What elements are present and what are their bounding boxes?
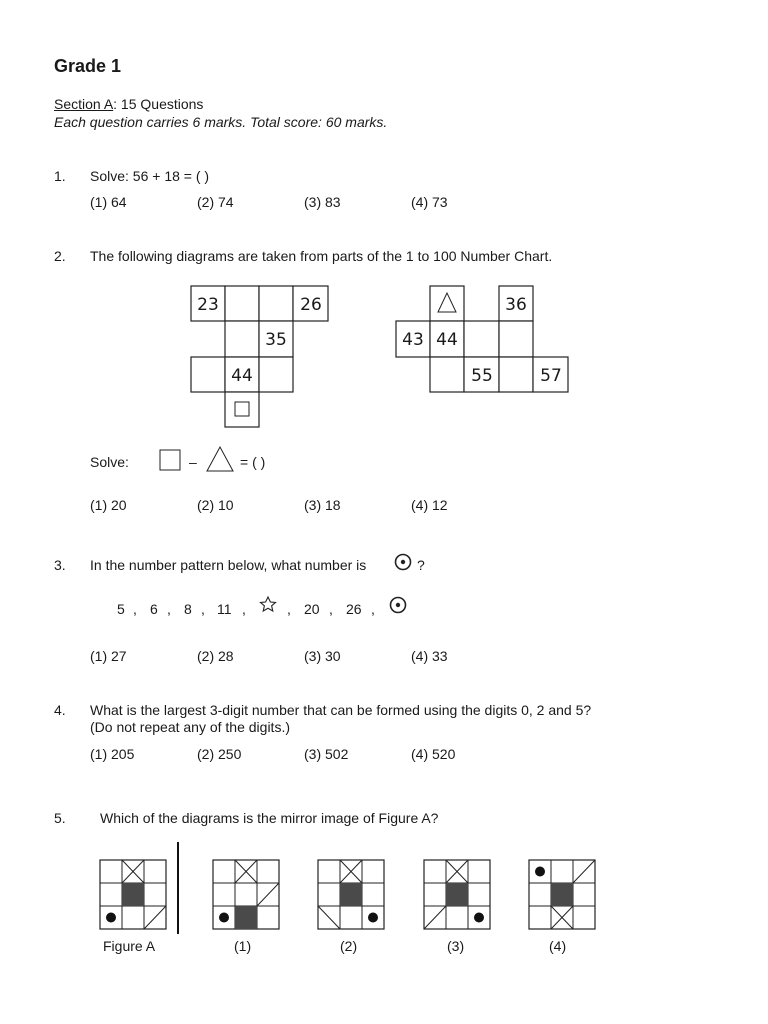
figure-option-2-label[interactable]: (2): [340, 938, 358, 954]
q3-number: 3.: [54, 557, 66, 573]
q1-option-1[interactable]: (1) 64: [90, 194, 127, 210]
q4-text: What is the largest 3-digit number that can be formed using the digits 0, 2 and 5?: [90, 702, 592, 718]
q4-option-4[interactable]: (4) 520: [411, 746, 456, 762]
q3-pattern-item: 20: [304, 601, 320, 617]
figure-option-1-label[interactable]: (1): [234, 938, 252, 954]
q3-pattern-item: 5: [117, 601, 125, 617]
q4-text-note: (Do not repeat any of the digits.): [90, 719, 290, 735]
figure-option-2-grid[interactable]: [318, 860, 384, 929]
chart-left-cell-23: 23: [197, 295, 219, 315]
q1-option-2[interactable]: (2) 74: [197, 194, 234, 210]
q3-option-3[interactable]: (3) 30: [304, 648, 341, 664]
q3-pattern-item: 26: [346, 601, 362, 617]
page-title: Grade 1: [54, 56, 122, 76]
q2-option-1[interactable]: (1) 20: [90, 497, 127, 513]
figure-option-3-grid[interactable]: [424, 860, 490, 929]
section-count: : 15 Questions: [113, 96, 204, 112]
q3-pattern-sep: ,: [329, 601, 333, 617]
q2-option-3[interactable]: (3) 18: [304, 497, 341, 513]
q2-text: The following diagrams are taken from parts of the 1 to 100 Number Chart.: [90, 248, 553, 264]
figure-a-grid: [100, 860, 166, 929]
q1-text: Solve: 56 + 18 = ( ): [90, 168, 210, 184]
chart-left-cell-44: 44: [231, 366, 253, 386]
q3-option-1[interactable]: (1) 27: [90, 648, 127, 664]
q3-pattern-sep: ,: [133, 601, 137, 617]
chart-left-cell-35: 35: [265, 330, 287, 350]
q5-text: Which of the diagrams is the mirror image of Figure A?: [100, 810, 439, 826]
figure-option-4-grid[interactable]: [529, 860, 595, 929]
q3-question-mark: ?: [417, 557, 425, 573]
chart-left-cell-26: 26: [300, 295, 322, 315]
figure-option-1-grid[interactable]: [213, 860, 279, 929]
q3-option-4[interactable]: (4) 33: [411, 648, 448, 664]
q2-option-2[interactable]: (2) 10: [197, 497, 234, 513]
q3-pattern-item: 11: [217, 601, 232, 617]
q4-number: 4.: [54, 702, 66, 718]
q3-pattern-item: 6: [150, 601, 158, 617]
chart-right-cell-44: 44: [436, 330, 458, 350]
chart-right-cell-43: 43: [402, 330, 424, 350]
q5-number: 5.: [54, 810, 66, 826]
section-label: Section A: [54, 96, 114, 112]
q4-option-1[interactable]: (1) 205: [90, 746, 135, 762]
q3-pattern-sep: ,: [287, 601, 291, 617]
chart-right-cell-36: 36: [505, 295, 527, 315]
chart-right-cell-57: 57: [540, 366, 562, 386]
figure-option-3-label[interactable]: (3): [447, 938, 465, 954]
section-note: Each question carries 6 marks. Total score: 60 marks.: [54, 114, 388, 130]
q1-number: 1.: [54, 168, 66, 184]
chart-right-cell-55: 55: [471, 366, 493, 386]
q3-pattern-item: 8: [184, 601, 192, 617]
q2-solve-minus: –: [189, 454, 197, 470]
q2-number: 2.: [54, 248, 66, 264]
q3-pattern-sep: ,: [371, 601, 375, 617]
q3-pattern-sep: ,: [242, 601, 246, 617]
figure-a-label: Figure A: [103, 938, 156, 954]
q4-option-2[interactable]: (2) 250: [197, 746, 242, 762]
q1-option-3[interactable]: (3) 83: [304, 194, 341, 210]
q3-pattern-sep: ,: [167, 601, 171, 617]
q3-pattern-sep: ,: [201, 601, 205, 617]
q2-option-4[interactable]: (4) 12: [411, 497, 448, 513]
q2-solve-label: Solve:: [90, 454, 129, 470]
q4-option-3[interactable]: (3) 502: [304, 746, 349, 762]
q3-text: In the number pattern below, what number is: [90, 557, 367, 573]
q1-option-4[interactable]: (4) 73: [411, 194, 448, 210]
q2-solve-equals: = ( ): [240, 454, 266, 470]
q3-option-2[interactable]: (2) 28: [197, 648, 234, 664]
figure-option-4-label[interactable]: (4): [549, 938, 567, 954]
